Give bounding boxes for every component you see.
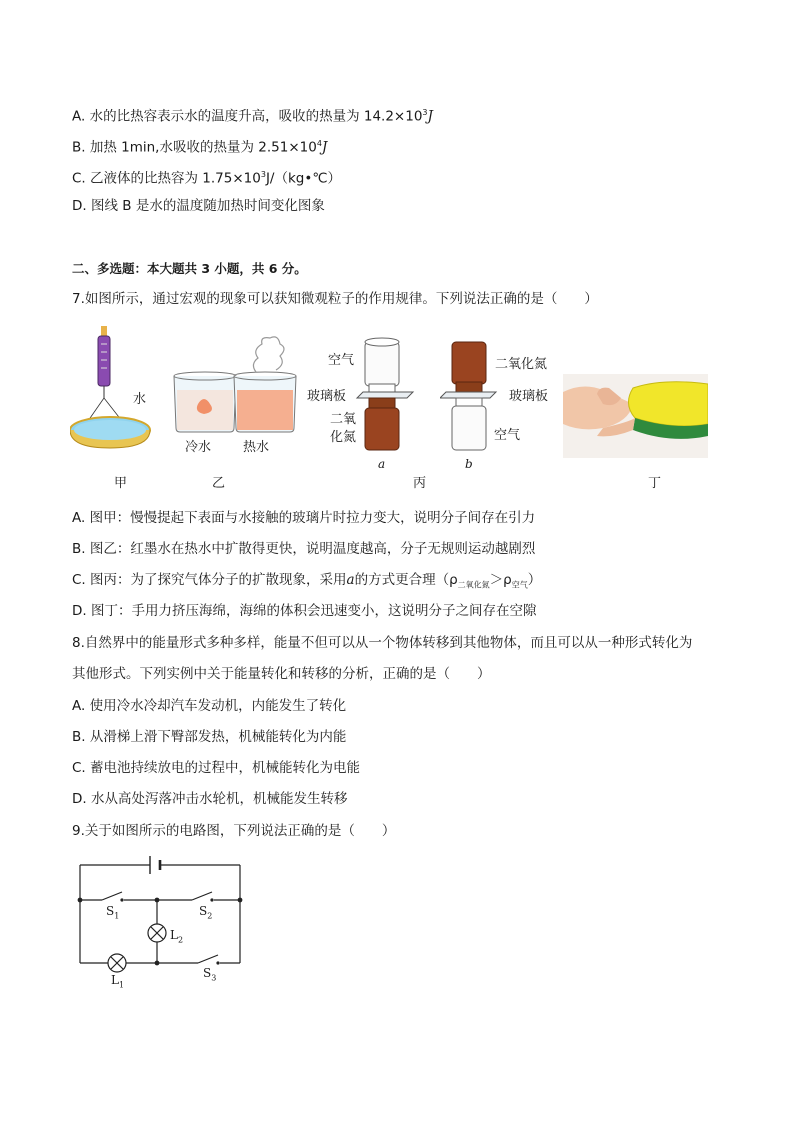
- figure-bing-a: [355, 336, 415, 456]
- circuit-s1-label: $S_1$: [106, 904, 120, 921]
- fig-yi-hot-label: 热水: [243, 440, 270, 455]
- figure-yi: [170, 334, 300, 434]
- q7-option-a: A. 图甲：慢慢提起下表面与水接触的玻璃片时拉力变大，说明分子间存在引力: [72, 510, 536, 526]
- q8-option-c: C. 蓄电池持续放电的过程中，机械能转化为电能: [72, 760, 361, 776]
- q8-stem-line-2: 其他形式。下列实例中关于能量转化和转移的分析，正确的是（ ）: [72, 666, 491, 682]
- q6-option-b: B. 加热 1min,水吸收的热量为 $2.51\times 10^4J$: [72, 139, 328, 156]
- circuit-l2-label: $L_2$: [170, 928, 184, 945]
- fig-bing-a-no2-label-2: 化氮: [330, 430, 357, 445]
- fig-jia-water-label: 水: [133, 392, 147, 407]
- fig-ding-caption: 丁: [648, 476, 662, 491]
- fig-bing-b-glass-label: 玻璃板: [509, 389, 549, 404]
- fig-bing-b-air-label: 空气: [494, 428, 521, 443]
- q7-option-b: B. 图乙：红墨水在热水中扩散得更快，说明温度越高，分子无规则运动越剧烈: [72, 541, 536, 557]
- fig-bing-a-letter: a: [378, 457, 386, 471]
- q7-option-d: D. 图丁：手用力挤压海绵，海绵的体积会迅速变小，这说明分子之间存在空隙: [72, 603, 537, 619]
- figure-jia: [70, 326, 170, 471]
- fig-bing-a-air-label: 空气: [328, 353, 355, 368]
- fig-bing-a-glass-label: 玻璃板: [307, 389, 347, 404]
- q6-option-a: A. 水的比热容表示水的温度升高，吸收的热量为 $14.2\times 10^3J$: [72, 108, 433, 125]
- q7-option-c: C. 图丙：为了探究气体分子的扩散现象，采用a的方式更合理$(\rho_{二氧化氮}>\rho_{空气})$: [72, 572, 542, 590]
- q7-stem: 7.如图所示，通过宏观的现象可以获知微观粒子的作用规律。下列说法正确的是（ ）: [72, 291, 598, 307]
- q6-option-c: C. 乙液体的比热容为 $1.75\times 10^3J/(kg•℃)$: [72, 170, 341, 187]
- fig-bing-b-no2-label: 二氧化氮: [495, 357, 548, 372]
- circuit-l1-label: $L_1$: [111, 973, 125, 990]
- fig-bing-b-letter: b: [465, 457, 473, 471]
- section-title: 二、多选题：本大题共 3 小题，共 6 分。: [72, 261, 307, 276]
- circuit-s2-label: $S_2$: [199, 904, 213, 921]
- q9-stem: 9.关于如图所示的电路图，下列说法正确的是（ ）: [72, 823, 396, 839]
- circuit-s3-label: $S_3$: [203, 966, 217, 983]
- fig-yi-cold-label: 冷水: [185, 440, 212, 455]
- figure-ding-sponge: [563, 374, 708, 458]
- fig-bing-caption: 丙: [413, 476, 427, 491]
- q8-stem-line-1: 8.自然界中的能量形式多种多样，能量不但可以从一个物体转移到其他物体，而且可以从一种形式转化为: [72, 635, 693, 651]
- q8-option-d: D. 水从高处泻落冲击水轮机，机械能发生转移: [72, 791, 348, 807]
- circuit-diagram: [74, 848, 249, 988]
- q8-option-a: A. 使用冷水冷却汽车发动机，内能发生了转化: [72, 698, 347, 714]
- q8-option-b: B. 从滑梯上滑下臀部发热，机械能转化为内能: [72, 729, 347, 745]
- fig-bing-a-no2-label-1: 二氧: [330, 412, 357, 427]
- q6-option-d: D. 图线 B 是水的温度随加热时间变化图象: [72, 198, 325, 214]
- fig-jia-caption: 甲: [114, 476, 128, 491]
- figure-bing-b: [440, 338, 500, 458]
- fig-yi-caption: 乙: [212, 476, 226, 491]
